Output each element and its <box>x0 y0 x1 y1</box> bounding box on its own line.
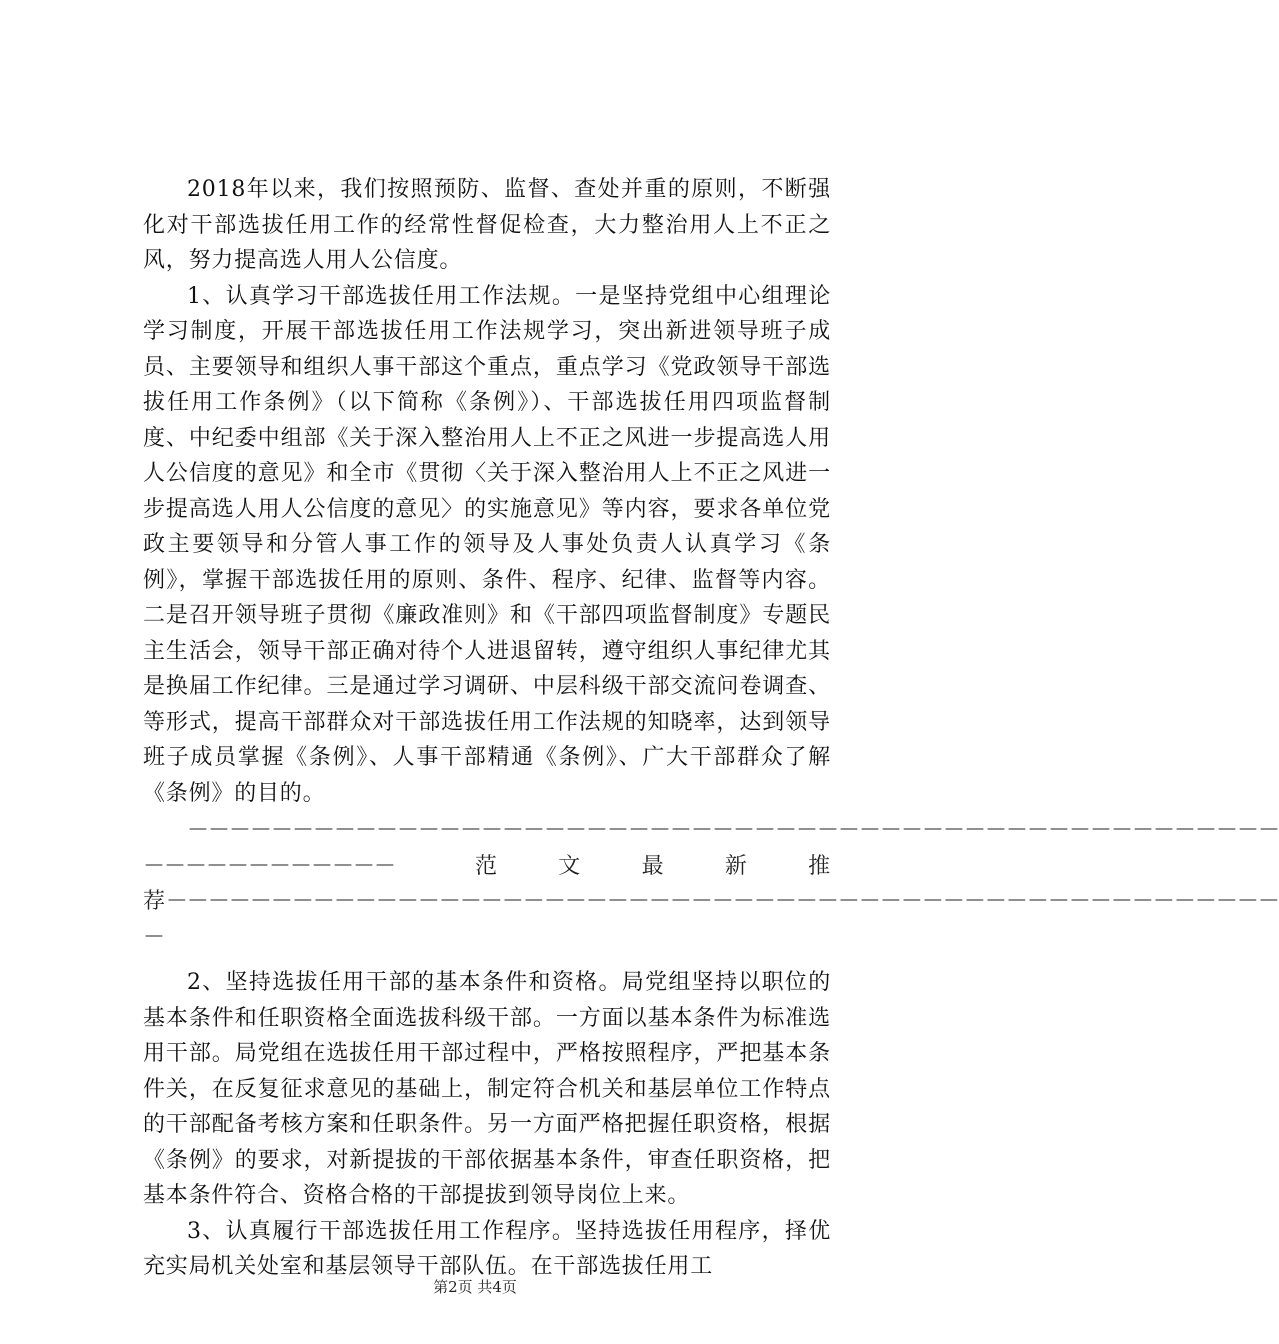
paragraph-section-2: 2、坚持选拔任用干部的基本条件和资格。局党组坚持以职位的基本条件和任职资格全面选拔科级干部。一方面以基本条件为标准选用干部。局党组在选拔任用干部过程中，严格按照程序，严把基本条件关，在反复征求意见的基础上，制定符合机关和基层单位工作特点的干部配备考核方案和任职条件。另一方面严格把握任职资格，根据《条例》的要求，对新提拔的干部依据基本条件，审查任职资格，把基本条件符合、资格合格的干部提拔到领导岗位上来。 <box>143 970 831 1208</box>
recommend-char: 新 <box>724 853 748 879</box>
dash-line: －－－－－－－－－－－－－－－－－－－－－－－－－－－－－－－－－－－－－－－－－－－－－－－－－－－－ <box>187 818 1279 843</box>
paragraph-section-1: 1、认真学习干部选拔任用工作法规。一是坚持党组中心组理论学习制度，开展干部选拔任用工作法规学习，突出新进领导班子成员、主要领导和组织人事干部这个重点，重点学习《党政领导干部选拔任用工作条例》（以下简称《条例》）、干部选拔任用四项监督制度、中纪委中组部《关于深入整治用人上不正之风进一步提高选人用人公信度的意见》和全市《贯彻〈关于深入整治用人上不正之风进一步提高选人用人公信度的意见〉的实施意见》等内容，要求各单位党政主要领导和分管人事工作的领导及人事处负责人认真学习《条例》，掌握干部选拔任用的原则、条件、程序、纪律、监督等内容。二是召开领导班子贯彻《廉政准则》和《干部四项监督制度》专题民主生活会，领导干部正确对待个人进退留转，遵守组织人事纪律尤其是换届工作纪律。三是通过学习调研、中层科级干部交流问卷调查、等形式，提高干部群众对干部选拔任用工作法规的知晓率，达到领导班子成员掌握《条例》、人事干部精通《条例》、广大干部群众了解《条例》的目的。 <box>143 283 831 806</box>
recommend-char: 荐 <box>143 889 166 914</box>
recommend-char: 范 <box>475 853 498 879</box>
dash-line: － <box>143 924 165 950</box>
paragraph-intro: 2018年以来，我们按照预防、监督、查处并重的原则，不断强化对干部选拔任用工作的经常性督促检查，大力整治用人上不正之风，努力提高选人用人公信度。 <box>143 177 831 273</box>
recommend-char: 最 <box>641 853 665 879</box>
page-footer: 第2页 共4页 <box>433 1278 517 1296</box>
dash-line: －－－－－－－－－－－－－－－－－－－－－－－－－－－－－－－－－－－－－－－－－－－－－－－－－－－－－ <box>165 889 1279 914</box>
dash-line: －－－－－－－－－－－－ <box>143 853 396 879</box>
document-body <box>143 172 1279 1285</box>
recommendation-divider <box>143 813 1279 955</box>
paragraph-section-3: 3、认真履行干部选拔任用工作程序。坚持选拔任用程序，择优充实局机关处室和基层领导干部队伍。在干部选拔任用工 <box>143 1218 831 1279</box>
recommend-char: 推 <box>808 853 831 879</box>
recommend-char: 文 <box>558 853 582 879</box>
